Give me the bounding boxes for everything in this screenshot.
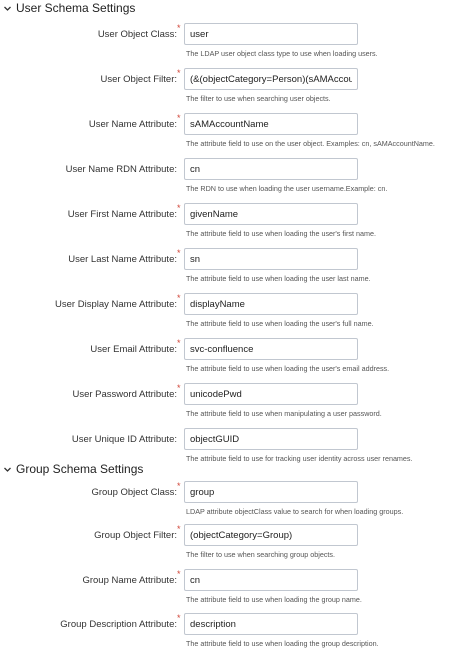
required-marker: * [177,23,181,33]
field-help: The attribute field to use for tracking user identity across user renames. [186,454,413,463]
group-object-class-input[interactable] [184,481,358,503]
group-name-attribute-input[interactable] [184,569,358,591]
group-schema-settings-header[interactable] [3,461,143,477]
user-unique-id-attribute-input[interactable] [184,428,358,450]
chevron-down-icon[interactable] [3,465,12,474]
section-title: Group Schema Settings [16,462,144,476]
field-label: User Email Attribute: [90,344,177,355]
field-label: Group Object Filter: [94,530,177,541]
user-object-class-input[interactable] [184,23,358,45]
user-name-rdn-attribute-row [0,158,471,202]
field-label: Group Description Attribute: [60,619,177,630]
user-first-name-attribute-input[interactable] [184,203,358,225]
field-label: User Object Class: [97,29,177,40]
field-help: The attribute field to use when loading the group name. [186,595,362,604]
section-title: User Schema Settings [16,1,136,15]
required-marker: * [177,68,181,78]
required-marker: * [177,248,181,258]
field-help: The attribute field to use when loading the user's first name. [186,229,376,238]
required-marker: * [177,569,181,579]
user-password-attribute-input[interactable] [184,383,358,405]
field-label: Group Name Attribute: [82,575,177,586]
user-password-attribute-row [0,383,471,427]
field-help: The RDN to use when loading the user username.Example: cn. [186,184,388,193]
user-display-name-attribute-input[interactable] [184,293,358,315]
field-help: The filter to use when searching user objects. [186,94,331,103]
field-label: Group Object Class: [91,487,177,498]
user-object-filter-input[interactable] [184,68,358,90]
field-label: User Object Filter: [100,74,177,85]
user-name-rdn-attribute-input[interactable] [184,158,358,180]
field-label: User Password Attribute: [72,389,177,400]
user-object-class-row [0,23,471,67]
field-help: LDAP attribute objectClass value to search for when loading groups. [186,507,404,516]
chevron-down-icon[interactable] [3,4,12,13]
group-object-class-row [0,481,471,525]
user-object-filter-row [0,68,471,112]
required-marker: * [177,524,181,534]
field-label: User First Name Attribute: [67,209,177,220]
user-email-attribute-row [0,338,471,382]
required-marker: * [177,481,181,491]
field-label: User Last Name Attribute: [68,254,177,265]
user-name-attribute-row [0,113,471,157]
field-label: User Name RDN Attribute: [65,164,177,175]
field-help: The LDAP user object class type to use when loading users. [186,49,378,58]
user-last-name-attribute-row [0,248,471,292]
field-help: The attribute field to use on the user object. Examples: cn, sAMAccountName. [186,139,435,148]
user-first-name-attribute-row [0,203,471,247]
user-schema-settings-header[interactable] [3,0,135,16]
field-help: The attribute field to use when loading the user's email address. [186,364,390,373]
group-object-filter-input[interactable] [184,524,358,546]
field-label: User Unique ID Attribute: [71,434,177,445]
required-marker: * [177,383,181,393]
field-help: The attribute field to use when loading the group description. [186,639,379,648]
field-help: The attribute field to use when manipulating a user password. [186,409,382,418]
user-email-attribute-input[interactable] [184,338,358,360]
user-name-attribute-input[interactable] [184,113,358,135]
group-description-attribute-row [0,613,471,657]
required-marker: * [177,293,181,303]
field-help: The attribute field to use when loading the user's full name. [186,319,374,328]
group-object-filter-row [0,524,471,568]
field-label: User Name Attribute: [88,119,177,130]
required-marker: * [177,338,181,348]
required-marker: * [177,203,181,213]
required-marker: * [177,613,181,623]
group-name-attribute-row [0,569,471,613]
field-help: The attribute field to use when loading the user last name. [186,274,371,283]
required-marker: * [177,113,181,123]
group-description-attribute-input[interactable] [184,613,358,635]
field-help: The filter to use when searching group objects. [186,550,336,559]
field-label: User Display Name Attribute: [55,299,177,310]
user-last-name-attribute-input[interactable] [184,248,358,270]
user-display-name-attribute-row [0,293,471,337]
